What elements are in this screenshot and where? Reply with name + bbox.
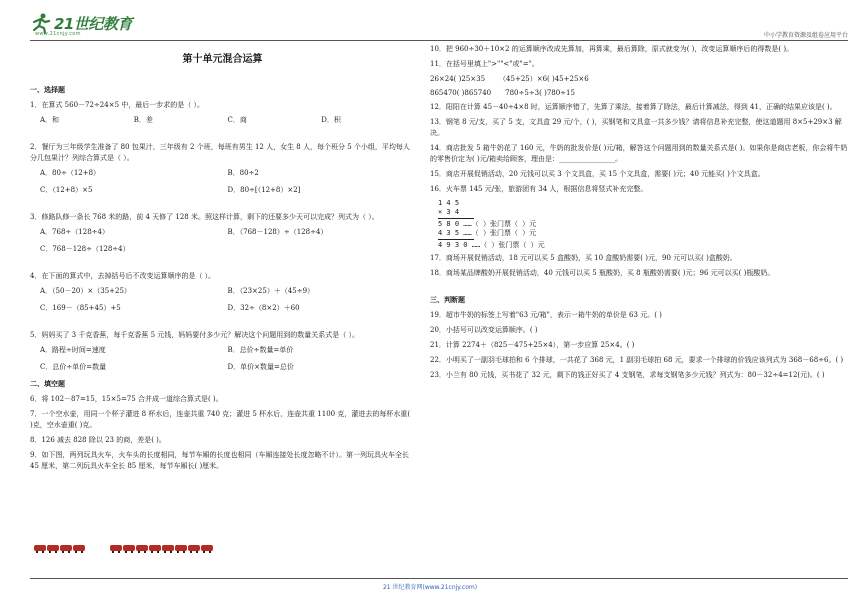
option-b: B．（768－128）÷（128÷4）	[227, 228, 328, 236]
question-5-options-row2	[40, 362, 415, 373]
question-16: 16．火车票 145 元/张，旅游团有 34 人，根据信息将竖式补充完整。	[430, 185, 648, 193]
toy-trains-figure	[34, 545, 238, 551]
question-19: 19．超市牛奶的标签上写着"63 元/箱"，表示一箱牛奶的单价是 63 元。( )	[430, 311, 662, 319]
option-b: B．（23×25）＋（45÷9）	[227, 287, 315, 295]
calc-row1-tail: ……（ ）张门票（ ）元	[463, 220, 537, 228]
question-13: 13．钢笔 8 元/支，买了 5 支，文具盒 29 元/个，( )，买钢笔和文具盒一共多少钱？请将信息补充完整，使这道题用 8×5+29×3 解决。	[430, 118, 842, 137]
question-10: 10．把 960÷30＋10×2 的运算顺序改成先算加，再算乘，最后算除，原式就变为( )，改变运算顺序后的得数是( )。	[430, 45, 794, 53]
option-c: C．商	[227, 116, 247, 124]
section-choice-heading: 一、选择题	[30, 86, 65, 94]
section-fill-heading: 二、填空题	[30, 380, 65, 388]
calc-row1: 5 8 0	[438, 220, 460, 228]
question-7: 7．一个空水壶，用同一个杯子灌进 8 杯水后，连壶共重 740 克；灌进 5 杯水后，连壶共重 1100 克，灌进去的每杯水重( )克，空水壶重( )克。	[30, 410, 411, 429]
calc-row2-tail: ……（ ）张门票（ ）元	[463, 229, 537, 237]
calc-row3-tail: ……（ ）张门票（ ）元	[471, 241, 545, 249]
question-4-options-row1	[40, 286, 415, 297]
logo-subtext: www.21cnjy.com	[35, 31, 81, 37]
question-11-row2	[430, 88, 850, 99]
calc-line	[438, 239, 474, 240]
right-column	[430, 44, 850, 385]
question-21: 21．计算 2274＋（825－475+25×4），第一步应算 25×4。( )	[430, 341, 635, 349]
compare-item: （45+25）×6( )45+25×6	[499, 75, 589, 83]
footer-text[interactable]: 21 世纪教育网(www.21cnjy.com)	[382, 584, 478, 591]
option-a: A．768÷（128÷4）	[40, 228, 109, 236]
question-14: 14．商店批发 5 箱牛奶花了 160 元，牛奶的批发价是( )元/箱，解答这个问题用到的数量关系式是( )。如果你是商店老板，你会将牛奶的零售价定为( )元/箱卖给顾客，理由是：________________。	[430, 144, 848, 163]
question-15: 15．商店开展促销活动，20 元钱可以买 3 个文具盒，买 15 个文具盒，需要( )元；40 元能买( )个文具盒。	[430, 170, 765, 178]
left-column	[30, 44, 415, 476]
calc-row3: 4 9 3 0	[438, 241, 468, 249]
question-20: 20．小括号可以改变运算顺序。( )	[430, 326, 538, 334]
calc-top: 1 4 5	[438, 199, 460, 207]
platform-name: 中小学教育资源及组卷应用平台	[763, 32, 848, 39]
option-b: B．总价÷数量=单价	[227, 346, 294, 354]
page-header	[0, 0, 860, 44]
question-23: 23．小兰有 80 元钱，买书花了 32 元，剩下的钱正好买了 4 支钢笔，求每支钢笔多少元钱？列式为：80－32÷4=12(元)。( )	[430, 371, 825, 379]
question-3-options-row2	[40, 244, 415, 255]
option-c: C．768－128÷（128÷4）	[40, 245, 130, 253]
question-2: 2．餐厅为三年级学生准备了 80 包果汁，三年级有 2 个班，每班有男生 12 人，女生 8 人，每个班分 5 个小组，平均每人分几包果汁？列综合算式是（ ）。	[30, 143, 410, 162]
question-11: 11．在括号里填上">""<"或"="。	[430, 60, 539, 68]
option-d: D．80÷[（12+8）×2]	[227, 186, 301, 194]
option-b: B．80÷2	[227, 169, 259, 177]
document-title: 第十单元混合运算	[182, 54, 263, 65]
question-3: 3．修路队修一条长 768 米的路，前 4 天修了 128 米。照这样计算，剩下的还要多少天可以完成？列式为（ ）。	[30, 213, 379, 221]
compare-item: 865470( )865740	[430, 89, 492, 97]
logo-text: 21世纪教育	[54, 14, 132, 33]
calc-row2: 4 3 5	[438, 229, 460, 237]
option-a: A．路程÷时间=速度	[40, 346, 106, 354]
question-2-options-row1	[40, 168, 415, 179]
question-6: 6．将 102－87=15，15×5=75 合并成一道综合算式是( )。	[30, 395, 223, 403]
option-a: A．80÷（12+8）	[40, 169, 101, 177]
option-d: D．32÷（8×2）＋60	[227, 304, 300, 312]
option-c: C．（12+8）×5	[40, 186, 93, 194]
option-b: B．差	[133, 116, 153, 124]
calc-multiplier: × 3 4	[438, 208, 460, 216]
compare-item: 26×24( )25×35	[430, 75, 486, 83]
question-18: 18．商场某品牌酸奶开展促销活动，40 元钱可以买 5 瓶酸奶，买 8 瓶酸奶需要( )元；96 元可以买( )瓶酸奶。	[430, 269, 775, 277]
question-8: 8．126 减去 828 除以 23 的商，差是( )。	[30, 436, 166, 444]
footer-divider	[30, 578, 848, 579]
question-5-options-row1	[40, 345, 415, 356]
option-a: A．和	[40, 116, 60, 124]
option-a: A．（50－20）×（35+25）	[40, 287, 131, 295]
compare-item: 780÷5÷3( )780÷15	[505, 89, 575, 97]
question-1: 1．在算式 560－72÷24×5 中，最后一步求的是（ ）。	[30, 101, 204, 109]
question-1-options	[40, 115, 415, 126]
question-2-options-row2	[40, 185, 415, 196]
question-5: 5．妈妈买了 3 千克香蕉，每千克香蕉 5 元钱，妈妈要付多少元？解决这个问题用到的数量关系式是（ ）。	[30, 331, 359, 339]
question-4: 4．在下面的算式中，去掉括号后不改变运算顺序的是（ ）。	[30, 272, 216, 280]
question-4-options-row2	[40, 303, 415, 314]
question-9: 9．如下图，两列玩具火车，火车头的长度相同，每节车厢的长度也相同（车厢连接处长度忽略不计）。第一列玩具火车全长 45 厘米，第二列玩具火车全长 85 厘米，每节车厢长( )厘米。	[30, 451, 409, 470]
option-c: C．169－（85+45）+5	[40, 304, 121, 312]
question-12: 12．阳阳在计算 45－40÷4×8 时，运算顺序错了，先算了乘法，接着算了除法，最后计算减法，得到 41，正确的结果应该是( )。	[430, 103, 837, 111]
train-2-icon	[110, 545, 214, 551]
question-22: 22．小明买了一副羽毛球拍和 6 个排球，一共花了 368 元，1 副羽毛球拍 68 元，要求一个排球的价钱应该列式为 368－68÷6。( )	[430, 356, 844, 364]
header-divider	[30, 40, 848, 41]
vertical-multiplication	[438, 199, 850, 250]
question-3-options-row1	[40, 227, 415, 238]
section-judge-heading: 三、判断题	[430, 296, 465, 304]
option-d: D．单价×数量=总价	[227, 363, 294, 371]
train-1-icon	[34, 545, 86, 551]
question-11-row1	[430, 74, 850, 85]
option-c: C．总价÷单价=数量	[40, 363, 107, 371]
calc-line	[438, 218, 474, 219]
option-d: D．积	[321, 116, 341, 124]
question-17: 17．商场开展促销活动，18 元可以买 5 盒酸奶，买 10 盒酸奶需要( )元，90 元可以买( )盒酸奶。	[430, 254, 737, 262]
